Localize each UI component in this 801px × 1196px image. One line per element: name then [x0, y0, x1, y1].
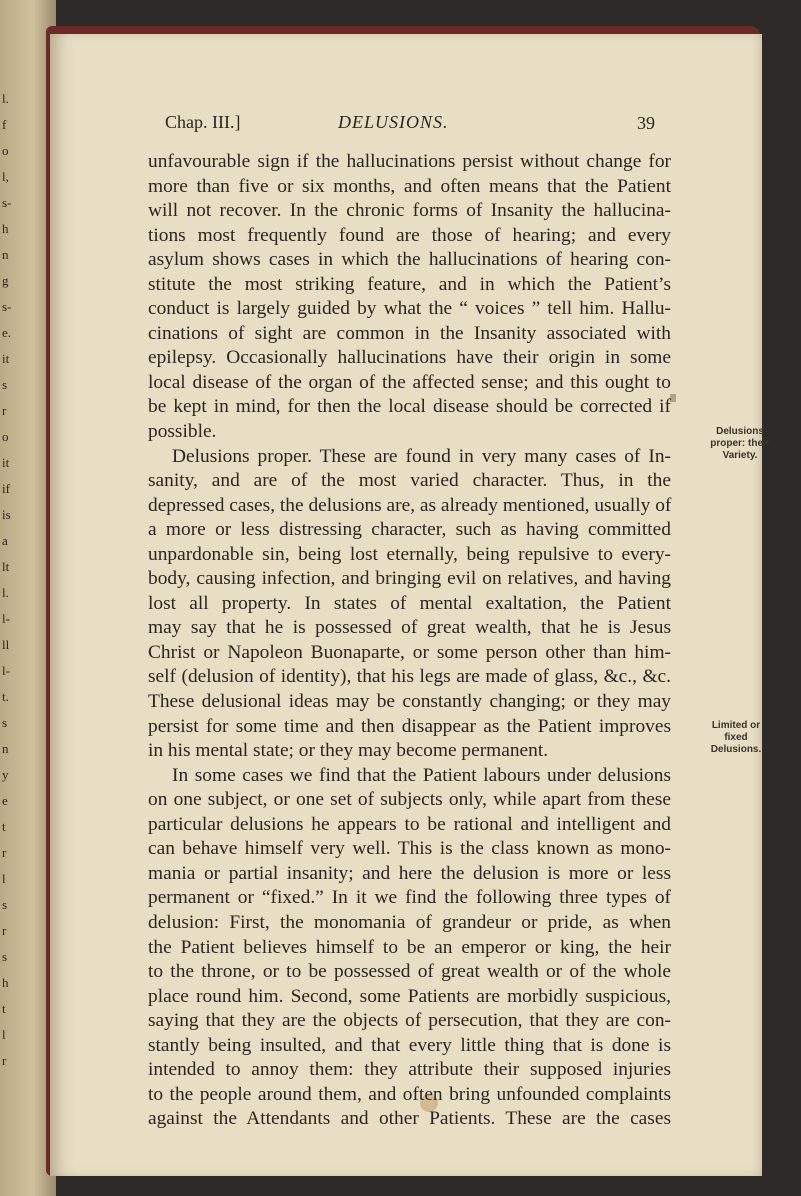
- facing-letter: e: [2, 793, 8, 808]
- chapter-label: Chap. III.]: [165, 112, 241, 132]
- facing-letter: t: [2, 819, 6, 834]
- facing-letter: if: [2, 481, 10, 496]
- text-line: can behave himself very well. This is the class known as mono-: [148, 838, 671, 860]
- text-line: may say that he is possessed of great wealth, that he is Jesus: [148, 617, 671, 639]
- text-line: self (delusion of identity), that his legs are made of glass, &c., &c.: [148, 666, 671, 688]
- facing-letter: t.: [2, 689, 9, 704]
- text-line: to the people around them, and often bring unfounded complaints: [148, 1083, 671, 1105]
- facing-letter: h: [2, 221, 9, 236]
- side-note-line: Delusions.: [710, 744, 762, 755]
- text-line: stantly being insulted, and that every little thing that is done is: [148, 1034, 671, 1056]
- facing-letter: g: [2, 273, 9, 288]
- text-line: on one subject, or one set of subjects only, while apart from these: [148, 789, 671, 811]
- text-line: permanent or “fixed.” In it we find the following three types of: [148, 887, 671, 909]
- facing-letter: l: [2, 871, 6, 886]
- running-title: DELUSIONS.: [338, 112, 449, 132]
- text-line: epilepsy. Occasionally hallucinations have their origin in some: [148, 347, 671, 369]
- facing-letter: s: [2, 377, 8, 392]
- text-line: particular delusions he appears to be rational and intelligent and: [148, 813, 671, 835]
- facing-letter: ll: [2, 637, 10, 652]
- facing-letter: o: [2, 429, 9, 444]
- text-line: cinations of sight are common in the Insanity associated with: [148, 322, 671, 344]
- text-line: the Patient believes himself to be an emperor or king, the heir: [148, 936, 671, 958]
- side-note-line: Limited or: [711, 720, 761, 731]
- text-line: asylum shows cases in which the hallucinations of hearing con-: [148, 249, 671, 271]
- facing-letter: s: [2, 897, 8, 912]
- facing-letter: n: [2, 247, 9, 262]
- facing-letter: is: [2, 507, 11, 522]
- text-line: be kept in mind, for then the local disease should be corrected if: [148, 396, 671, 418]
- text-line: body, causing infection, and bringing evil on relatives, and having: [148, 568, 671, 590]
- text-line: lost all property. In states of mental exaltation, the Patient: [148, 592, 671, 614]
- facing-letter: t: [2, 1001, 6, 1016]
- facing-letter: a: [2, 533, 8, 548]
- facing-letter: o: [2, 143, 9, 158]
- text-line: local disease of the organ of the affected sense; and this ought to: [148, 371, 671, 393]
- text-line: In some cases we find that the Patient labours under delusions: [172, 764, 671, 786]
- facing-letter: l.: [2, 91, 9, 106]
- side-note-line: fixed: [724, 732, 748, 743]
- text-line: unpardonable sin, being lost eternally, being repulsive to every-: [148, 543, 671, 565]
- text-line: tions most frequently found are those of hearing; and every: [148, 224, 671, 246]
- text-line: unfavourable sign if the hallucinations persist without change for: [148, 151, 671, 172]
- facing-letter: f: [2, 117, 7, 132]
- text-line: intended to annoy them: they attribute their supposed injuries: [148, 1059, 671, 1081]
- running-header: [165, 112, 655, 138]
- text-line: in his mental state; or they may become permanent.: [148, 740, 549, 762]
- text-line: stitute the most striking feature, and in which the Patient’s: [148, 273, 671, 295]
- facing-letter: r: [2, 403, 7, 418]
- facing-letter: n: [2, 741, 9, 756]
- facing-letter: s: [2, 949, 8, 964]
- text-line: possible.: [148, 421, 217, 443]
- facing-letter: h: [2, 975, 9, 990]
- facing-letter: l-: [2, 611, 10, 626]
- facing-letter: r: [2, 845, 7, 860]
- side-note-line: proper: their: [710, 438, 770, 449]
- text-line: will not recover. In the chronic forms of Insanity the hallucina-: [148, 200, 671, 222]
- body-text: [148, 150, 671, 1132]
- facing-letter: l,: [2, 169, 9, 184]
- facing-letter: s-: [2, 195, 12, 210]
- facing-letter: l: [2, 1027, 6, 1042]
- text-line: a more or less distressing character, such as having committed: [148, 519, 671, 541]
- facing-letter: y: [2, 767, 9, 782]
- text-line: persist for some time and then disappear as the Patient improves: [148, 715, 671, 737]
- facing-letter: r: [2, 923, 7, 938]
- text-line: Christ or Napoleon Buonaparte, or some person other than him-: [148, 641, 671, 663]
- text-line: more than five or six months, and often means that the Patient: [148, 175, 671, 197]
- side-note-delusions-proper: [692, 426, 788, 462]
- text-line: sanity, and are of the most varied character. Thus, in the: [148, 470, 671, 492]
- text-line: saying that they are the objects of persecution, that they are con-: [148, 1010, 671, 1032]
- facing-letter: it: [2, 351, 10, 366]
- side-note-line: Variety.: [722, 450, 758, 461]
- text-line: delusion: First, the monomania of grandeur or pride, as when: [148, 911, 671, 933]
- facing-letter: s-: [2, 299, 12, 314]
- text-line: to the throne, or to be possessed of great wealth or of the whole: [148, 961, 671, 983]
- facing-page-letters: [2, 86, 16, 1074]
- text-line: against the Attendants and other Patients. These are the cases: [148, 1108, 671, 1130]
- text-line: depressed cases, the delusions are, as already mentioned, usually of: [148, 494, 672, 516]
- facing-letter: it: [2, 455, 10, 470]
- facing-letter: l.: [2, 585, 9, 600]
- text-line: These delusional ideas may be constantly changing; or they may: [148, 691, 671, 713]
- text-line: place round him. Second, some Patients are morbidly suspicious,: [148, 985, 671, 1007]
- page-number: 39: [637, 113, 655, 133]
- facing-letter: r: [2, 1053, 7, 1068]
- text-line: conduct is largely guided by what the “ voices ” tell him. Hallu-: [148, 298, 671, 320]
- text-line: Delusions proper. These are found in very many cases of In-: [172, 445, 671, 467]
- text-line: mania or partial insanity; and here the delusion is more or less: [148, 862, 671, 884]
- facing-letter: lt: [2, 559, 10, 574]
- facing-letter: s: [2, 715, 8, 730]
- side-note-fixed-delusions: [700, 720, 772, 756]
- facing-letter: l-: [2, 663, 10, 678]
- side-note-line: Delusions: [716, 426, 764, 437]
- facing-letter: e.: [2, 325, 12, 340]
